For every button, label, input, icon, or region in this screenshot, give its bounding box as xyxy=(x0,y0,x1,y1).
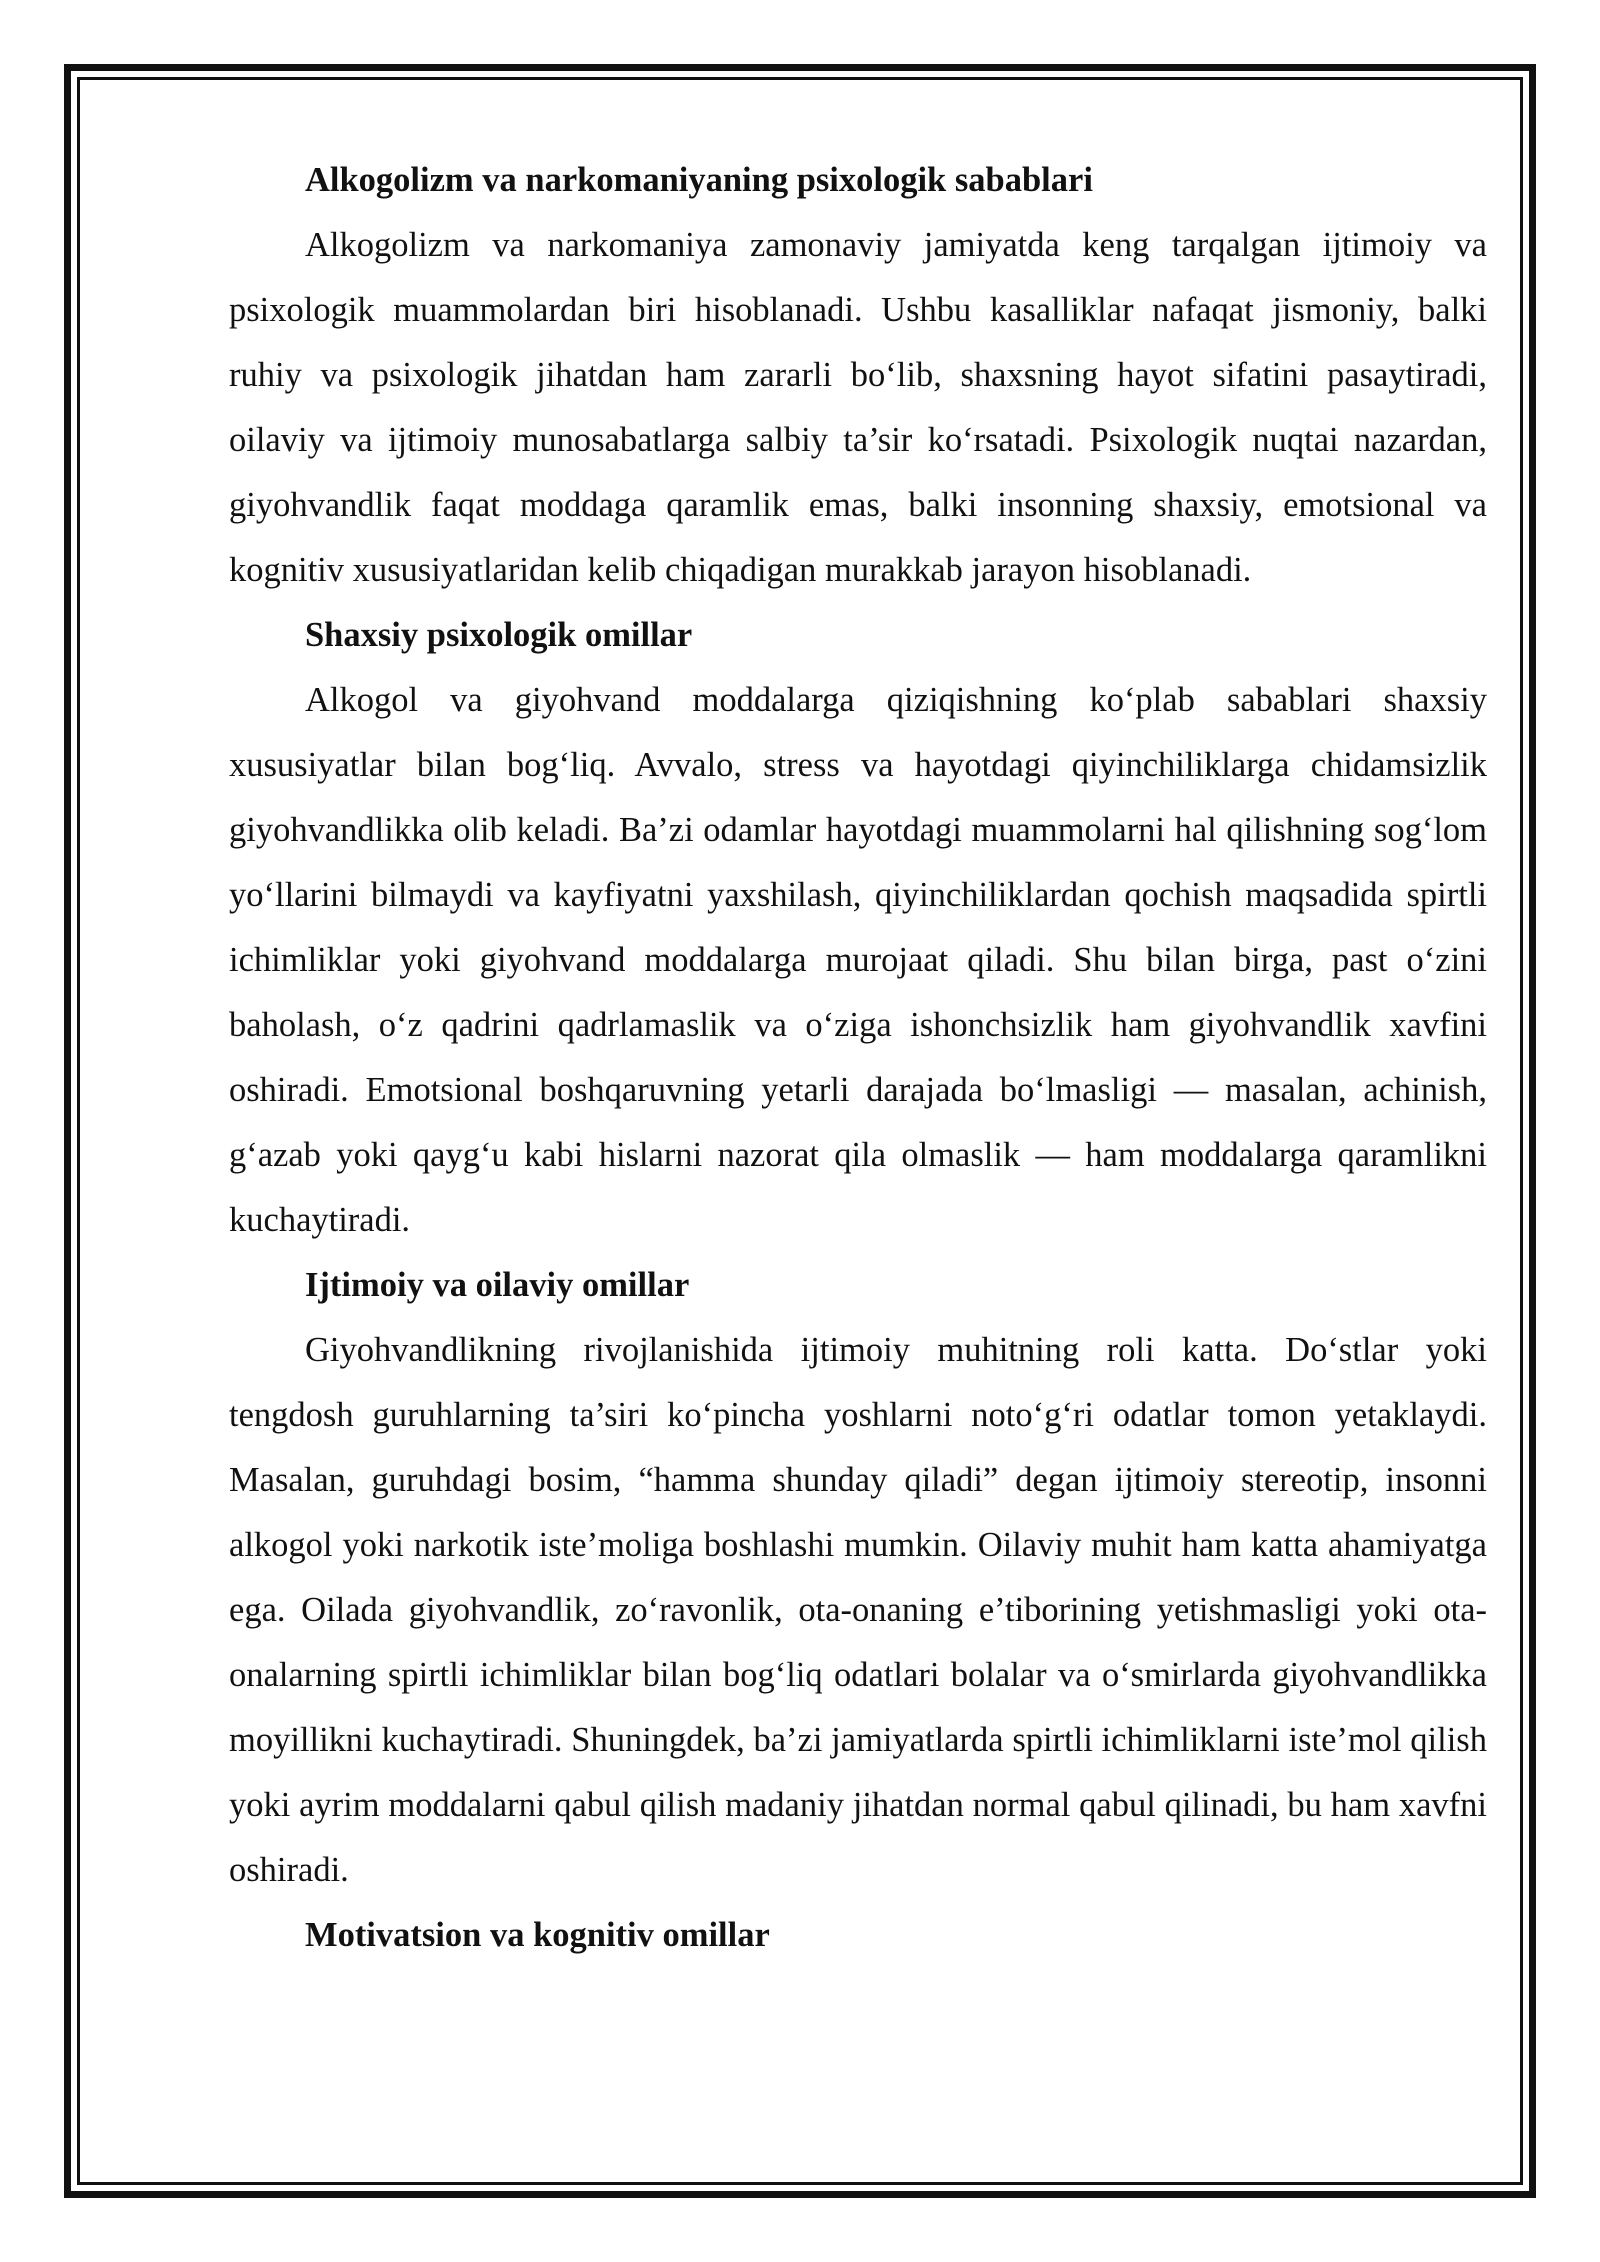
section-heading: Motivatsion va kognitiv omillar xyxy=(305,1916,770,1954)
section-paragraph: Alkogol va giyohvand moddalarga qiziqishning ko‘plab sabablari shaxsiy xususiyatlar bilan bog‘liq. Avvalo, stress va hayotdagi qiyinchiliklarga chidamsizlik giyohvandlikka olib keladi. Ba’zi odamlar hayotdagi muammolarni hal qilishning sog‘lom yo‘llarini bilmaydi va kayfiyatni yaxshilash, qiyinchiliklardan qochish maqsadida spirtli ichimliklar yoki giyohvand moddalarga murojaat qiladi. Shu bilan birga, past o‘zini baholash, o‘z qadrini qadrlamaslik va o‘ziga ishonchsizlik ham giyohvandlik xavfini oshiradi. Emotsional boshqaruvning yetarli darajada bo‘lmasligi — masalan, achinish, g‘azab yoki qayg‘u kabi hislarni nazorat qila olmaslik — ham moddalarga qaramlikni kuchaytiradi. xyxy=(229,681,1487,1239)
section-heading: Ijtimoiy va oilaviy omillar xyxy=(305,1266,690,1304)
section-heading: Shaxsiy psixologik omillar xyxy=(305,616,693,654)
document-body xyxy=(229,148,1487,1968)
section-paragraph: Giyohvandlikning rivojlanishida ijtimoiy muhitning roli katta. Do‘stlar yoki tengdosh guruhlarning ta’siri ko‘pincha yoshlarni noto‘g‘ri odatlar tomon yetaklaydi. Masalan, guruhdagi bosim, “hamma shunday qiladi” degan ijtimoiy stereotip, insonni alkogol yoki narkotik iste’moliga boshlashi mumkin. Oilaviy muhit ham katta ahamiyatga ega. Oilada giyohvandlik, zo‘ravonlik, ota-onaning e’tiborining yetishmasligi yoki ota-onalarning spirtli ichimliklar bilan bog‘liq odatlari bolalar va o‘smirlarda giyohvandlikka moyillikni kuchaytiradi. Shuningdek, ba’zi jamiyatlarda spirtli ichimliklarni iste’mol qilish yoki ayrim moddalarni qabul qilish madaniy jihatdan normal qabul qilinadi, bu ham xavfni oshiradi. xyxy=(229,1331,1487,1889)
section-paragraph: Alkogolizm va narkomaniya zamonaviy jamiyatda keng tarqalgan ijtimoiy va psixologik muammolardan biri hisoblanadi. Ushbu kasalliklar nafaqat jismoniy, balki ruhiy va psixologik jihatdan ham zararli bo‘lib, shaxsning hayot sifatini pasaytiradi, oilaviy va ijtimoiy munosabatlarga salbiy ta’sir ko‘rsatadi. Psixologik nuqtai nazardan, giyohvandlik faqat moddaga qaramlik emas, balki insonning shaxsiy, emotsional va kognitiv xususiyatlaridan kelib chiqadigan murakkab jarayon hisoblanadi. xyxy=(229,226,1487,589)
section-heading: Alkogolizm va narkomaniyaning psixologik sabablari xyxy=(305,161,1093,199)
